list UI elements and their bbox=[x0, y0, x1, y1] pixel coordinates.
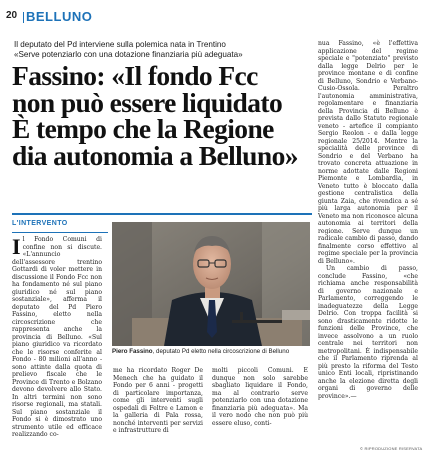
body-text-3: molti piccoli Comuni. E dunque non solo sarebbe sbagliato liquidare il Fondo, ma al contrario serve potenziarlo con una dotazione finanziaria più adeguata». Ma il vero nodo che non può più essere eluso, conti- bbox=[212, 367, 308, 427]
body-column-4 bbox=[318, 40, 418, 400]
body-column-3 bbox=[212, 367, 308, 427]
headline-line-3: È tempo che la Regione bbox=[12, 113, 274, 144]
body-column-1 bbox=[12, 236, 102, 439]
section-label: BELLUNO bbox=[26, 9, 93, 24]
headline-line-4: dia autonomia a Belluno» bbox=[12, 139, 298, 171]
body-text-4a: nua Fassino, «è l'effettiva applicazione del regime speciale e "potenziato" previsto dalla legge Delrio per le province montane e di confine di Belluno, Sondrio e Verbano-Cusio-Ossola. Peraltro l'autonomia amministrativa, regolamentare e finanziaria della Provincia di Belluno è prevista dallo Statuto regionale veneto - artefice il compianto Sergio Reolon - e dalla legge regionale 25/2014. Mentre la specialità delle province di Sondrio e del Verbano ha trovato concreta attuazione in norme adottate dalle Regioni Piemonte e Lombardia, in Veneto tutto è bloccato dalla gestione centralistica della giunta Zaia, che rivendica a sé più larga autonomia per il Veneto ma non riconosce alcuna autonomia ai territori della regione. Serve dunque un radicale cambio di passo, dando finalmente corso effettivo al regime speciale per la provincia di Belluno». bbox=[318, 40, 418, 265]
body-text-1: l Fondo Comuni di confine non si discute. «L'annuncio dell'assessore trentino Gottardi di voler mettere in discussione il Fondo Fcc non ha fondamento né sul piano giuridico né sul piano sostanziale», afferma il deputato del Pd Piero Fassino, eletto nella circoscrizione che rappresenta anche la provincia di Belluno. «Sul piano giuridico va ricordato che le risorse conferite al Fondo - 80 milioni all'anno - sono attinte dalla quota di prelievo fiscale che le Province di Trento e Bolzano devono devolvere allo Stato. In altri termini non sono risorse regionali, ma statali. Sul piano sostanziale il Fondo si è dimostrato uno strumento utile ed efficace realizzando co- bbox=[12, 236, 102, 438]
headline-rule bbox=[12, 213, 312, 215]
photo-caption bbox=[112, 348, 310, 355]
article-photo bbox=[112, 222, 310, 346]
body-text-2: me ha ricordato Roger De Menech che ha guidato il Fondo per 6 anni - progetti di particolare importanza, come gli interventi sugli ospedali di Feltre e Lamon e la galleria di Pala rossa, nonché interventi per servizi e infrastrutture di bbox=[113, 367, 203, 434]
kicker-rule bbox=[12, 232, 108, 233]
page-header bbox=[6, 10, 421, 24]
photo-portrait-image bbox=[112, 222, 310, 346]
body-column-2 bbox=[113, 367, 203, 435]
caption-text: , deputato Pd eletto nella circoscrizione di Belluno bbox=[152, 348, 290, 355]
article-deck bbox=[14, 40, 310, 60]
drop-cap: I bbox=[12, 234, 21, 259]
article-headline bbox=[12, 60, 312, 171]
headline-line-1: Fassino: «Il fondo Fcc bbox=[12, 60, 258, 91]
body-text-4b: Un cambio di passo, conclude Fassino, «che richiama anche responsabilità di governo nazionale e Parlamento, correggendo le inadeguatezze della Legge Delrio. Con troppa facilità si sono drasticamente ridotte le funzioni delle Province, che invece assolvono a un ruolo centrale nei territori non metropolitani. È indispensabile che il Parlamento riprenda al più presto la riforma del Testo unico Enti locali, ripristinando anche la elezione diretta degli organi di governo delle province».— bbox=[318, 265, 418, 400]
copyright-notice: © RIPRODUZIONE RISERVATA bbox=[360, 446, 423, 451]
page-number: 20 bbox=[6, 10, 18, 21]
deck-line-1: Il deputato del Pd interviene sulla polemica nata in Trentino bbox=[14, 40, 226, 49]
header-divider bbox=[23, 12, 24, 23]
deck-line-2: «Serve potenziarlo con una dotazione finanziaria più adeguata» bbox=[14, 50, 243, 59]
kicker-label: L'INTERVENTO bbox=[12, 220, 68, 227]
headline-line-2: non può essere liquidato bbox=[12, 86, 283, 118]
caption-name: Piero Fassino bbox=[112, 348, 153, 355]
